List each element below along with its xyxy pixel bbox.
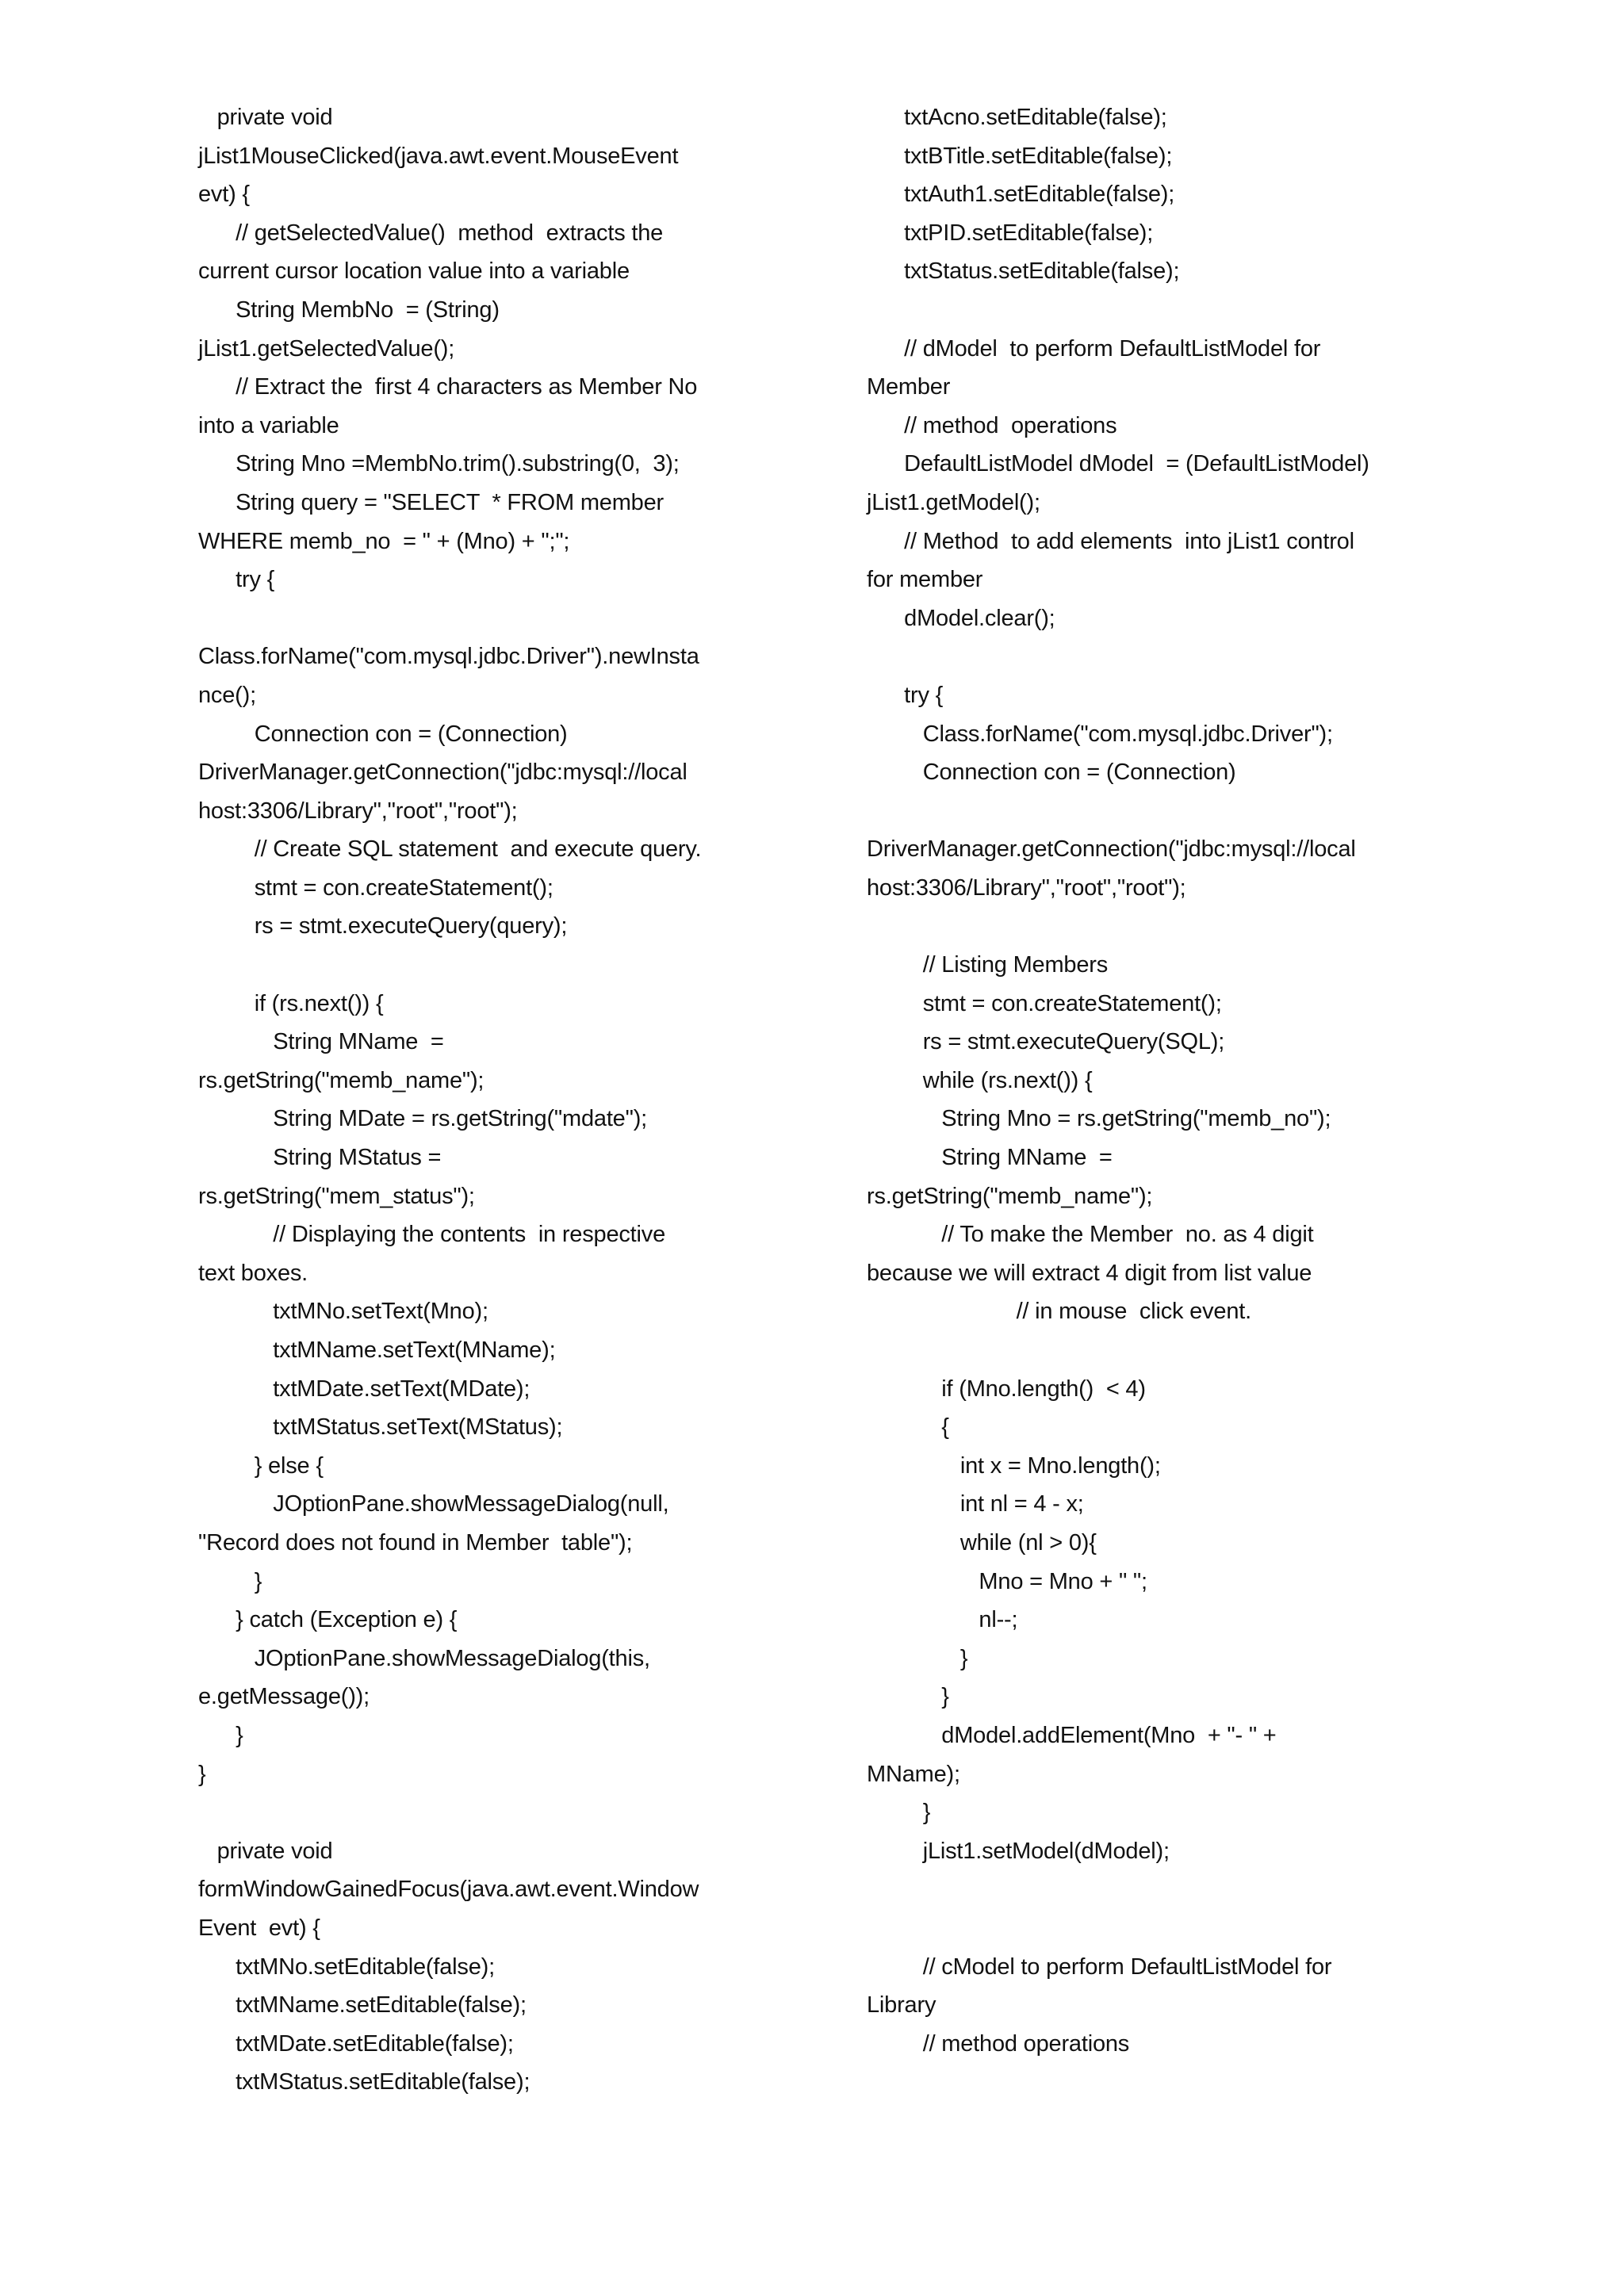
- code-line: // cModel to perform DefaultListModel for: [867, 1954, 1332, 1980]
- code-line: evt) {: [198, 182, 250, 208]
- code-line: String MName =: [198, 1029, 444, 1055]
- code-line: while (nl > 0){: [867, 1529, 1097, 1556]
- code-line: rs = stmt.executeQuery(SQL);: [867, 1029, 1225, 1055]
- code-line: text boxes.: [198, 1260, 308, 1286]
- code-line: if (rs.next()) {: [198, 990, 384, 1016]
- code-line: DriverManager.getConnection("jdbc:mysql://local: [198, 760, 688, 786]
- code-line: jList1.setModel(dModel);: [867, 1838, 1170, 1864]
- code-line: // dModel to perform DefaultListModel for: [867, 335, 1321, 362]
- code-line: txtMStatus.setText(MStatus);: [198, 1414, 563, 1441]
- code-line: for member: [867, 567, 983, 593]
- code-line: JOptionPane.showMessageDialog(this,: [198, 1645, 650, 1671]
- code-line: String Mno = rs.getString("memb_no");: [867, 1106, 1331, 1132]
- code-line: // in mouse click event.: [867, 1299, 1251, 1325]
- code-line: Connection con = (Connection): [867, 760, 1236, 786]
- code-line: dModel.clear();: [867, 605, 1055, 631]
- code-line: "Record does not found in Member table");: [198, 1529, 633, 1556]
- code-line: txtBTitle.setEditable(false);: [867, 143, 1173, 169]
- code-line: String MName =: [867, 1145, 1113, 1171]
- code-line: Class.forName("com.mysql.jdbc.Driver");: [867, 721, 1333, 747]
- code-line: }: [198, 1761, 206, 1787]
- code-line: nce();: [198, 682, 256, 708]
- code-line: stmt = con.createStatement();: [867, 990, 1222, 1016]
- code-line: Mno = Mno + " ";: [867, 1568, 1147, 1594]
- code-line: Library: [867, 1992, 936, 2019]
- code-line: [867, 907, 1469, 946]
- code-line: [198, 946, 785, 985]
- code-line: // Extract the first 4 characters as Member No: [198, 374, 698, 400]
- code-line: jList1MouseClicked(java.awt.event.MouseEvent: [198, 143, 679, 169]
- code-line: txtMNo.setEditable(false);: [198, 1954, 495, 1980]
- code-line: String MembNo = (String): [198, 297, 500, 323]
- code-line: }: [867, 1645, 968, 1671]
- code-line: host:3306/Library","root","root");: [867, 874, 1186, 901]
- code-line: private void: [198, 1838, 333, 1864]
- code-line: Class.forName("com.mysql.jdbc.Driver").newInsta: [198, 644, 699, 670]
- code-line: dModel.addElement(Mno + "- " +: [867, 1722, 1277, 1748]
- code-line: rs.getString("memb_name");: [867, 1183, 1153, 1209]
- code-line: // To make the Member no. as 4 digit: [867, 1222, 1314, 1248]
- code-line: try {: [867, 682, 944, 708]
- code-line: DefaultListModel dModel = (DefaultListModel): [867, 451, 1369, 477]
- code-line: Member: [867, 374, 951, 400]
- code-line: nl--;: [867, 1607, 1018, 1633]
- code-line: [867, 1909, 1469, 1948]
- code-line: Connection con = (Connection): [198, 721, 568, 747]
- code-line: // Create SQL statement and execute query.: [198, 836, 702, 863]
- code-line: } else {: [198, 1452, 324, 1479]
- code-line: {: [867, 1414, 949, 1441]
- code-line: txtMName.setText(MName);: [198, 1337, 556, 1363]
- code-line: MName);: [867, 1761, 960, 1787]
- code-line: JOptionPane.showMessageDialog(null,: [198, 1491, 669, 1517]
- code-line: } catch (Exception e) {: [198, 1607, 458, 1633]
- code-line: }: [198, 1722, 243, 1748]
- code-line: int x = Mno.length();: [867, 1452, 1161, 1479]
- code-line: [198, 599, 785, 638]
- code-line: DriverManager.getConnection("jdbc:mysql://local: [867, 836, 1356, 863]
- code-line: // Listing Members: [867, 952, 1109, 978]
- code-line: int nl = 4 - x;: [867, 1491, 1084, 1517]
- code-line: formWindowGainedFocus(java.awt.event.Window: [198, 1877, 699, 1903]
- code-line: txtPID.setEditable(false);: [867, 220, 1154, 246]
- code-line: [198, 1793, 785, 1832]
- code-line: Event evt) {: [198, 1915, 320, 1941]
- code-line: current cursor location value into a variable: [198, 258, 630, 285]
- code-line: try {: [198, 567, 275, 593]
- code-line: stmt = con.createStatement();: [198, 874, 553, 901]
- code-line: txtMStatus.setEditable(false);: [198, 2069, 530, 2095]
- code-line: }: [867, 1800, 931, 1826]
- code-line: // getSelectedValue() method extracts the: [198, 220, 664, 246]
- code-line: txtAuth1.setEditable(false);: [867, 182, 1175, 208]
- code-line: [867, 1870, 1469, 1909]
- right-code-column: [867, 98, 1469, 2063]
- code-line: rs = stmt.executeQuery(query);: [198, 913, 568, 939]
- code-line: if (Mno.length() < 4): [867, 1376, 1146, 1402]
- code-line: }: [198, 1568, 262, 1594]
- code-line: txtMDate.setEditable(false);: [198, 2030, 514, 2057]
- code-line: txtStatus.setEditable(false);: [867, 258, 1180, 285]
- code-line: [867, 1331, 1469, 1370]
- code-line: because we will extract 4 digit from list value: [867, 1260, 1312, 1286]
- code-line: WHERE memb_no = " + (Mno) + ";";: [198, 528, 570, 554]
- code-line: into a variable: [198, 412, 339, 438]
- code-line: // method operations: [867, 2030, 1130, 2057]
- code-line: txtMDate.setText(MDate);: [198, 1376, 530, 1402]
- code-line: rs.getString("memb_name");: [198, 1067, 485, 1093]
- code-line: String MStatus =: [198, 1145, 442, 1171]
- code-line: [867, 291, 1469, 330]
- code-line: String query = "SELECT * FROM member: [198, 489, 664, 515]
- left-code-column: [198, 98, 785, 2102]
- code-line: txtAcno.setEditable(false);: [867, 105, 1167, 130]
- code-line: // Displaying the contents in respective: [198, 1222, 666, 1248]
- code-line: jList1.getSelectedValue();: [198, 335, 455, 362]
- code-line: rs.getString("mem_status");: [198, 1183, 475, 1209]
- code-line: String MDate = rs.getString("mdate");: [198, 1106, 648, 1132]
- code-line: txtMName.setEditable(false);: [198, 1992, 527, 2019]
- code-line: txtMNo.setText(Mno);: [198, 1299, 488, 1325]
- code-line: private void: [198, 105, 333, 130]
- code-line: }: [867, 1684, 949, 1710]
- code-line: e.getMessage());: [198, 1684, 370, 1710]
- code-line: host:3306/Library","root","root");: [198, 798, 518, 824]
- code-line: // method operations: [867, 412, 1117, 438]
- code-line: [867, 637, 1469, 676]
- code-line: String Mno =MembNo.trim().substring(0, 3);: [198, 451, 680, 477]
- code-line: [867, 792, 1469, 831]
- code-line: jList1.getModel();: [867, 489, 1040, 515]
- code-line: // Method to add elements into jList1 control: [867, 528, 1354, 554]
- code-line: while (rs.next()) {: [867, 1067, 1093, 1093]
